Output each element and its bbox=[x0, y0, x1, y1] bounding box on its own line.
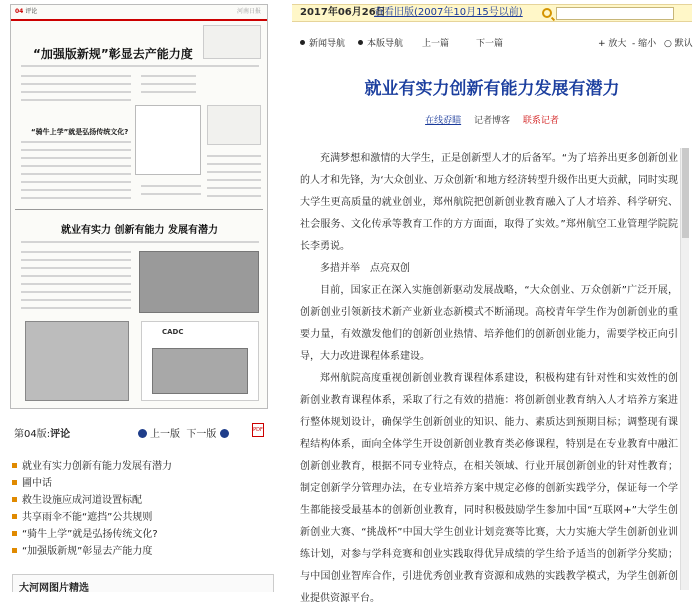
article-list-item[interactable]: “骑牛上学”就是弘扬传统文化? bbox=[12, 526, 272, 543]
article-list-item[interactable]: 共享雨伞不能“遮挡”公共规则 bbox=[12, 509, 272, 526]
text-line bbox=[21, 299, 131, 301]
text-line bbox=[21, 75, 131, 77]
article-list-item[interactable]: 圃中话 bbox=[12, 475, 272, 492]
text-line bbox=[207, 171, 261, 173]
thumbnail-cartoon bbox=[135, 105, 201, 175]
text-line bbox=[141, 91, 196, 93]
text-line bbox=[141, 185, 201, 187]
prev-page-link[interactable]: 上一版 bbox=[150, 429, 180, 440]
page-nav-link[interactable] bbox=[358, 36, 403, 49]
page-number-label: 第04版: bbox=[14, 429, 51, 440]
text-line bbox=[21, 83, 131, 85]
article-nav-bar bbox=[292, 36, 700, 50]
pdf-icon[interactable]: PDF bbox=[252, 423, 264, 437]
picture-section-header: 大河网图片精选 bbox=[12, 574, 274, 592]
article-scrollbar[interactable] bbox=[680, 148, 689, 590]
page-label bbox=[14, 425, 70, 440]
text-line bbox=[21, 197, 131, 199]
zoom-in-button[interactable]: + 放大 bbox=[598, 39, 627, 49]
text-line bbox=[207, 187, 261, 189]
article-byline bbox=[292, 113, 692, 126]
text-line bbox=[21, 165, 131, 167]
zoom-out-button[interactable]: - 缩小 bbox=[632, 39, 657, 49]
divider bbox=[15, 209, 263, 210]
thumbnail-ad-photo bbox=[152, 348, 248, 394]
article-list-item[interactable]: 救生设施应成河道设置标配 bbox=[12, 492, 272, 509]
interactive-link[interactable]: 在线孬瞄 bbox=[425, 116, 462, 126]
thumbnail-sidebar-box bbox=[203, 25, 261, 59]
text-line bbox=[21, 291, 131, 293]
text-line bbox=[21, 65, 259, 67]
thumbnail-ad-label: CADC bbox=[162, 328, 184, 336]
thumbnail-header bbox=[11, 5, 267, 21]
thumbnail-page-tag: 04 bbox=[15, 8, 24, 15]
article-subheading: 多措并举 点亮双创 bbox=[320, 263, 410, 274]
thumbnail-section: 评论 bbox=[25, 8, 38, 15]
article-list-item[interactable]: “加强版新规”彰显去产能力度 bbox=[12, 543, 272, 560]
text-line bbox=[21, 99, 131, 101]
scrollbar-thumb[interactable] bbox=[682, 148, 689, 238]
text-line bbox=[21, 307, 131, 309]
thumbnail-photo bbox=[25, 321, 129, 401]
thumbnail-column-box bbox=[207, 105, 261, 145]
prev-article-link[interactable]: 上一篇 bbox=[422, 39, 450, 49]
news-nav-link[interactable] bbox=[300, 36, 345, 49]
date-bar bbox=[292, 4, 692, 22]
news-nav-label: 新闻导航 bbox=[309, 39, 346, 49]
text-line bbox=[21, 173, 131, 175]
text-line bbox=[21, 259, 131, 261]
page-info-bar bbox=[14, 423, 269, 439]
history-link[interactable]: 查看旧版(2007年10月15号以前) bbox=[374, 7, 523, 18]
article-paragraph: 目前，国家正在深入实施创新驱动发展战略，“大众创业、万众创新”广泛开展，创新创业引领新技术新产业新业态新模式不断涌现。高校青年学生作为创新创业的重要力量，有效激发他们的创新创业热情、培养他们的创新创业能力，需要学校正向引导，大力改进课程体系建设。 bbox=[300, 285, 678, 362]
page-section-label: 评论 bbox=[50, 429, 71, 440]
default-size-button[interactable]: ○ 默认 bbox=[664, 39, 693, 49]
thumbnail-photo bbox=[139, 251, 259, 313]
text-line bbox=[141, 83, 196, 85]
article-list bbox=[12, 458, 272, 560]
left-panel bbox=[0, 0, 280, 594]
text-line bbox=[21, 189, 131, 191]
thumbnail-headline-2: “骑牛上学”就是弘扬传统文化? bbox=[31, 128, 129, 136]
page-nav-label: 本版导航 bbox=[367, 39, 404, 49]
text-line bbox=[21, 157, 131, 159]
article-title: 就业有实力创新有能力发展有潜力 bbox=[364, 79, 620, 99]
text-line bbox=[21, 251, 131, 253]
text-line bbox=[21, 241, 259, 243]
next-article-link[interactable]: 下一篇 bbox=[476, 39, 504, 49]
text-line bbox=[207, 155, 261, 157]
article-paragraph: 郑州航院高度重视创新创业教育课程体系建设，积极构建有针对性和实效性的创新创业教育课程体系，采取了行之有效的措施：将创新创业教育纳入人才培养方案进行整体规划设计，确保学生创新创业的知识、能力、素质达到预期目标；调整现有课程结构体系，面向全体学生开设创新创业教育类必修课程，特别是在专业教育中融汇创新创业教育，根据不同专业特点，在相关领域、行业开展创新创业的针对性教育；制定创新学分管理办法，在专业培养方案中规定必修的创新实践学分，保证每一个学生都能接受最基本的创新创业教育，同时积极鼓励学生参加中国“互联网+”大学生创新创业大赛、“挑战杯”中国大学生创业计划竞赛等比赛，大力实施大学生创新创业训练计划，对参与学科竞赛和创业实践取得优异成绩的学生给予适当的创新学分奖励；与中国创业智库合作，引进优秀创业教育资源和成熟的实践教学模式，为学生创新创业提供资源平台。 bbox=[300, 373, 678, 604]
article-panel bbox=[292, 0, 700, 604]
text-line bbox=[207, 179, 261, 181]
text-line bbox=[21, 149, 131, 151]
issue-date: 2017年06月26日 bbox=[300, 7, 386, 18]
zoom-in-label: 放大 bbox=[608, 39, 627, 49]
article-paragraph: 充满梦想和激情的大学生，正是创新型人才的后备军。“为了培养出更多创新创业的人才和先锋，为‘大众创业、万众创新’和地方经济转型升级作出更大贡献，同时实现大学生更高质量的就业创业，郑州航院把创新创业教育融入了人才培养、科学研究、社会服务、文化传承等教育工作的方方面面，取得了实效。”郑州航空工业管理学院院长李勇说。 bbox=[300, 153, 678, 252]
text-line bbox=[207, 163, 261, 165]
contact-reporter-link[interactable]: 联系记者 bbox=[522, 116, 559, 126]
text-line bbox=[21, 91, 131, 93]
reporter-blog-label[interactable]: 记者博客 bbox=[473, 116, 510, 126]
article-body bbox=[300, 148, 678, 604]
prev-page-icon[interactable] bbox=[138, 429, 147, 438]
text-line bbox=[21, 275, 131, 277]
search-icon[interactable] bbox=[542, 8, 552, 18]
text-line bbox=[21, 181, 131, 183]
text-line bbox=[21, 267, 131, 269]
text-line bbox=[141, 75, 196, 77]
bullet-icon bbox=[358, 40, 363, 45]
default-size-label: 默认 bbox=[674, 39, 693, 49]
next-page-link[interactable]: 下一版 bbox=[186, 429, 217, 440]
thumbnail-paper: 河南日报 bbox=[236, 8, 261, 15]
thumbnail-ad-box bbox=[141, 321, 259, 401]
bullet-icon bbox=[300, 40, 305, 45]
text-line bbox=[207, 195, 261, 197]
text-line bbox=[141, 193, 201, 195]
article-list-item[interactable]: 就业有实力创新有能力发展有潜力 bbox=[12, 458, 272, 475]
text-line bbox=[21, 283, 131, 285]
zoom-out-label: 缩小 bbox=[638, 39, 657, 49]
text-line bbox=[21, 141, 131, 143]
page-thumbnail[interactable] bbox=[10, 4, 268, 409]
search-input[interactable] bbox=[556, 7, 674, 20]
thumbnail-headline-3: 就业有实力 创新有能力 发展有潜力 bbox=[61, 225, 218, 236]
next-page-icon[interactable] bbox=[220, 429, 229, 438]
page-navigation bbox=[138, 425, 232, 440]
thumbnail-headline-1: “加强版新规”彰显去产能力度 bbox=[33, 47, 193, 61]
